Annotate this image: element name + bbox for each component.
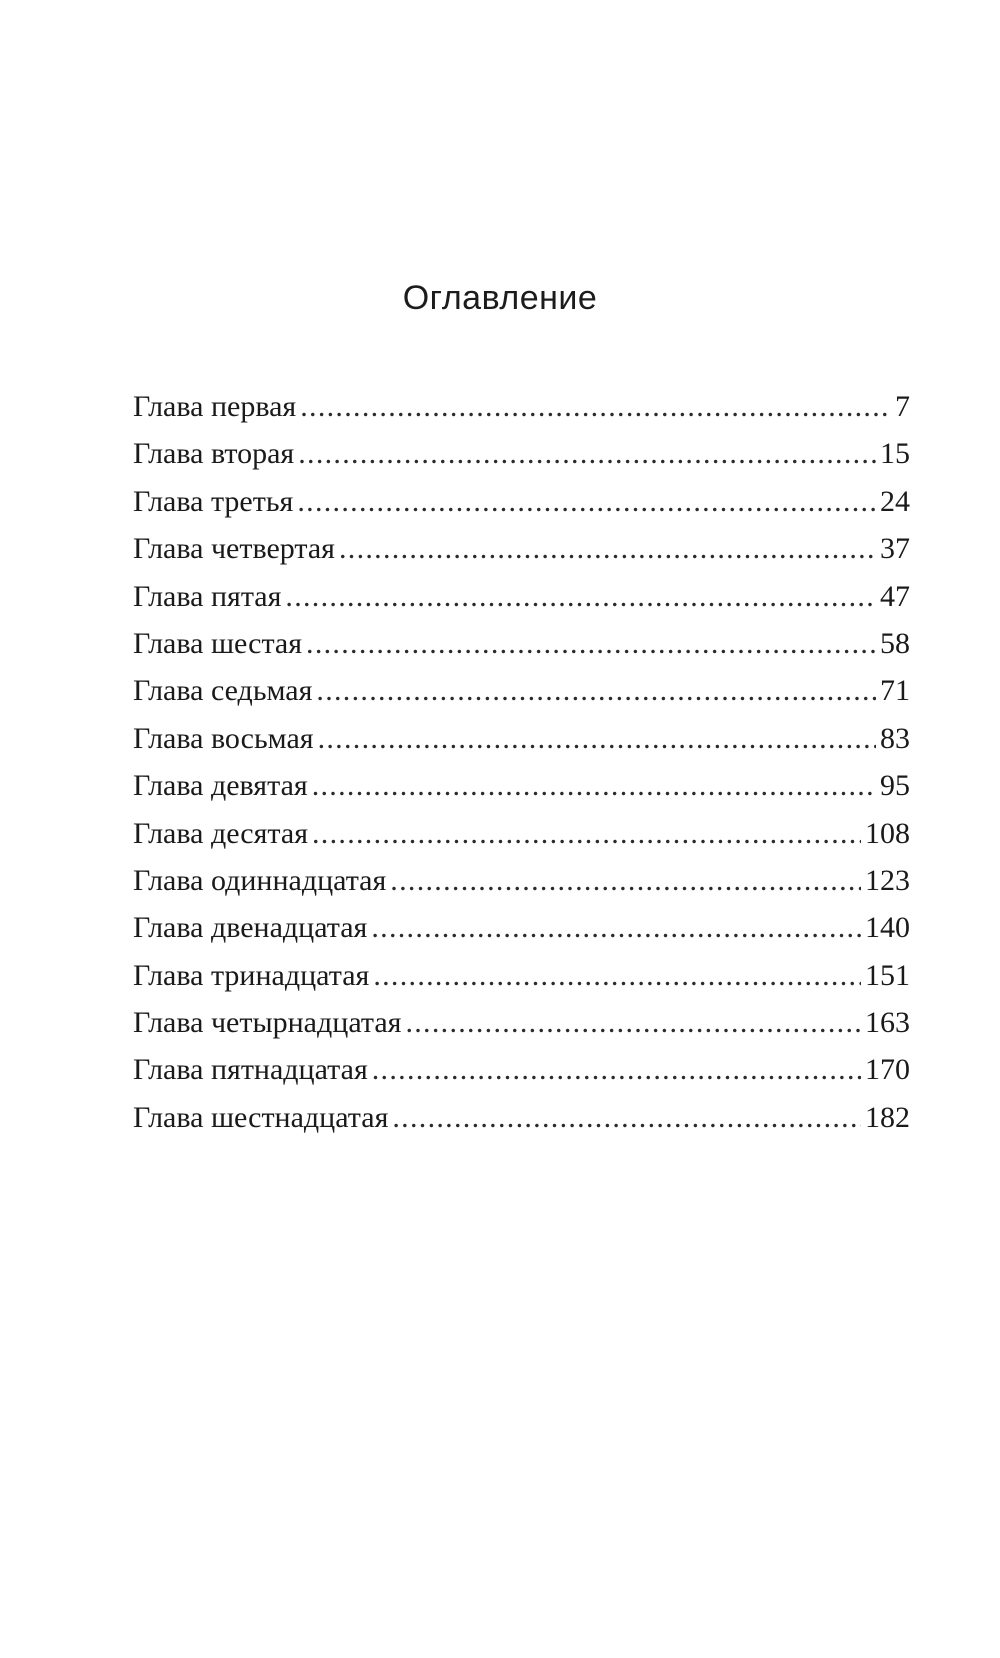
toc-entry (133, 580, 910, 627)
toc-entry-title: Глава девятая (133, 769, 308, 803)
toc-entry-title: Глава пятая (133, 579, 282, 613)
toc-entry-page: 140 (865, 911, 910, 945)
toc-entry-title: Глава четвертая (133, 532, 335, 566)
toc-entry-page: 151 (865, 958, 910, 992)
toc-entry-page: 108 (865, 816, 910, 850)
toc-entry-title: Глава первая (133, 390, 297, 423)
toc-entry-title: Глава вторая (133, 437, 295, 471)
table-of-contents (133, 390, 910, 1148)
toc-entry (133, 1101, 910, 1148)
toc-entry-title: Глава двенадцатая (133, 911, 368, 945)
toc-entry-page: 37 (880, 532, 910, 566)
toc-leader-dots (316, 674, 876, 708)
toc-leader-dots (298, 437, 876, 471)
toc-entry (133, 817, 910, 864)
toc-entry-title: Глава восьмая (133, 721, 314, 755)
toc-entry (133, 769, 910, 816)
toc-entry-page: 95 (880, 769, 910, 803)
toc-entry (133, 532, 910, 579)
page-title: Оглавление (402, 279, 598, 317)
toc-entry-page: 15 (880, 437, 910, 471)
toc-entry-page: 7 (895, 390, 910, 423)
toc-entry-title: Глава тринадцатая (133, 958, 370, 992)
toc-entry-title: Глава пятнадцатая (133, 1053, 368, 1087)
toc-leader-dots (392, 1101, 861, 1135)
toc-entry-title: Глава шестнадцатая (133, 1100, 389, 1134)
toc-entry-title: Глава четырнадцатая (133, 1006, 402, 1040)
toc-entry-title: Глава седьмая (133, 674, 313, 708)
toc-leader-dots (405, 1006, 861, 1040)
toc-leader-dots (339, 532, 876, 566)
toc-entry (133, 1053, 910, 1100)
toc-entry-page: 83 (880, 721, 910, 755)
toc-entry-page: 123 (865, 863, 910, 897)
toc-entry-title: Глава шестая (133, 626, 303, 660)
toc-entry-page: 71 (880, 674, 910, 708)
toc-entry (133, 959, 910, 1006)
toc-entry-title: Глава третья (133, 484, 294, 518)
toc-leader-dots (390, 864, 861, 898)
toc-entry-page: 24 (880, 484, 910, 518)
toc-entry (133, 627, 910, 674)
toc-entry (133, 911, 910, 958)
toc-entry-page: 163 (865, 1006, 910, 1040)
toc-entry-page: 58 (880, 626, 910, 660)
toc-entry-page: 182 (865, 1100, 910, 1134)
toc-leader-dots (371, 911, 861, 945)
toc-entry (133, 390, 910, 437)
toc-entry (133, 437, 910, 484)
toc-leader-dots (285, 580, 876, 614)
toc-entry (133, 485, 910, 532)
toc-entry-page: 170 (865, 1053, 910, 1087)
toc-leader-dots (300, 390, 888, 424)
toc-leader-dots (318, 722, 876, 756)
toc-entry-page: 47 (880, 579, 910, 613)
toc-leader-dots (306, 627, 876, 661)
toc-leader-dots (297, 485, 876, 519)
toc-entry (133, 722, 910, 769)
toc-leader-dots (312, 769, 876, 803)
toc-entry (133, 1006, 910, 1053)
toc-entry (133, 864, 910, 911)
toc-leader-dots (373, 959, 861, 993)
toc-leader-dots (372, 1053, 861, 1087)
toc-leader-dots (312, 817, 861, 851)
toc-entry-title: Глава десятая (133, 816, 308, 850)
toc-entry (133, 674, 910, 721)
toc-entry-title: Глава одиннадцатая (133, 863, 387, 897)
